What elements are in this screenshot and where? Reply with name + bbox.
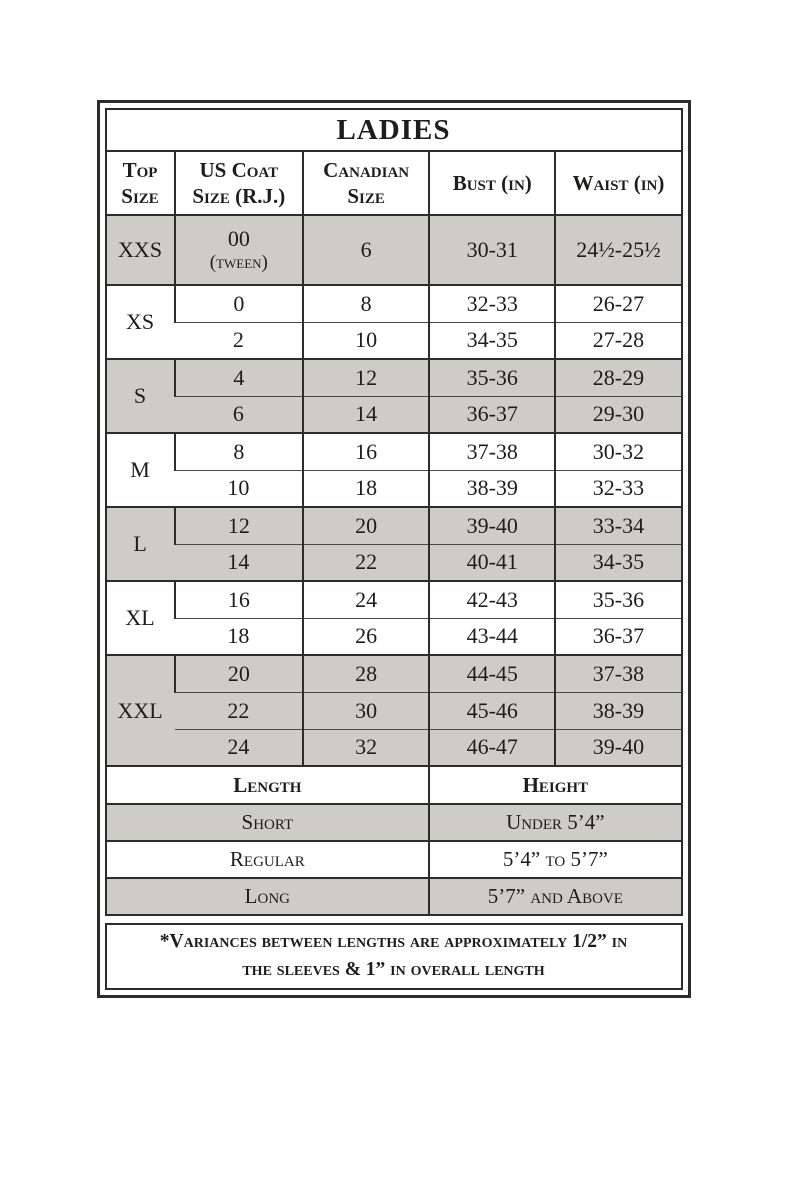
table-row (106, 581, 682, 618)
table-row (106, 804, 682, 841)
waist-cell: 29-30 (555, 396, 681, 433)
height-cell: Under 5’4” (429, 804, 681, 841)
bust-cell: 37-38 (429, 433, 555, 470)
height-cell: 5’7” and Above (429, 878, 681, 915)
variance-footnote (105, 923, 683, 990)
table-row (106, 655, 682, 692)
us-coat-size-cell: 8 (175, 433, 303, 470)
size-label: XL (106, 581, 175, 655)
table-row (106, 729, 682, 766)
column-header-canadian-size: Canadian Size (303, 151, 429, 215)
bust-cell: 40-41 (429, 544, 555, 581)
bust-cell: 46-47 (429, 729, 555, 766)
length-header: Length (106, 766, 430, 804)
bust-cell: 30-31 (429, 215, 555, 285)
waist-cell: 32-33 (555, 470, 681, 507)
title-row (106, 109, 682, 151)
us-coat-size-cell: 14 (175, 544, 303, 581)
bust-cell: 38-39 (429, 470, 555, 507)
table-row (106, 841, 682, 878)
height-header: Height (429, 766, 681, 804)
table-row (106, 544, 682, 581)
column-header-row (106, 151, 682, 215)
waist-cell: 30-32 (555, 433, 681, 470)
size-group-xxl (106, 655, 682, 766)
length-height-section (106, 766, 682, 915)
table-row (106, 618, 682, 655)
length-cell: Short (106, 804, 430, 841)
waist-cell: 28-29 (555, 359, 681, 396)
canadian-size-cell: 16 (303, 433, 429, 470)
waist-cell: 37-38 (555, 655, 681, 692)
waist-cell: 39-40 (555, 729, 681, 766)
canadian-size-cell: 12 (303, 359, 429, 396)
waist-cell: 34-35 (555, 544, 681, 581)
waist-cell: 35-36 (555, 581, 681, 618)
length-cell: Long (106, 878, 430, 915)
table-row (106, 433, 682, 470)
size-group-xs (106, 285, 682, 359)
us-coat-size-cell (175, 215, 303, 285)
us-size-value: 00 (227, 226, 250, 252)
canadian-size-cell: 18 (303, 470, 429, 507)
ladies-size-table (105, 108, 683, 916)
size-group-m (106, 433, 682, 507)
size-label: XXS (106, 215, 175, 285)
size-group-l (106, 507, 682, 581)
size-label: M (106, 433, 175, 507)
height-cell: 5’4” to 5’7” (429, 841, 681, 878)
us-coat-size-cell: 6 (175, 396, 303, 433)
table-row (106, 285, 682, 322)
bust-cell: 35-36 (429, 359, 555, 396)
us-coat-size-cell: 20 (175, 655, 303, 692)
length-height-header-row (106, 766, 682, 804)
us-coat-size-cell: 10 (175, 470, 303, 507)
column-header-top-size: Top Size (121, 157, 159, 208)
table-row (106, 692, 682, 729)
us-coat-size-cell: 22 (175, 692, 303, 729)
table-row (106, 215, 682, 285)
table-row (106, 507, 682, 544)
canadian-size-cell: 6 (303, 215, 429, 285)
us-coat-size-cell: 16 (175, 581, 303, 618)
bust-cell: 34-35 (429, 322, 555, 359)
canadian-size-cell: 24 (303, 581, 429, 618)
size-label: XS (106, 285, 175, 359)
table-row (106, 878, 682, 915)
size-group-xxs (106, 215, 682, 285)
page-title: LADIES (106, 109, 682, 151)
size-label: S (106, 359, 175, 433)
column-header-bust: Bust (in) (429, 151, 555, 215)
waist-cell: 33-34 (555, 507, 681, 544)
waist-cell: 36-37 (555, 618, 681, 655)
table-row (106, 470, 682, 507)
table-row (106, 359, 682, 396)
size-label: XXL (106, 655, 175, 766)
bust-cell: 42-43 (429, 581, 555, 618)
bust-cell: 43-44 (429, 618, 555, 655)
footnote-line1: *Variances between lengths are approximately 1/2” in (159, 931, 628, 952)
column-header-waist: Waist (in) (555, 151, 681, 215)
us-coat-size-cell: 12 (175, 507, 303, 544)
canadian-size-cell: 22 (303, 544, 429, 581)
canadian-size-cell: 26 (303, 618, 429, 655)
waist-cell: 27-28 (555, 322, 681, 359)
waist-cell: 38-39 (555, 692, 681, 729)
size-chart-frame (97, 100, 691, 998)
length-cell: Regular (106, 841, 430, 878)
us-coat-size-cell: 0 (175, 285, 303, 322)
bust-cell: 36-37 (429, 396, 555, 433)
us-size-note: (tween) (209, 251, 268, 273)
bust-cell: 32-33 (429, 285, 555, 322)
canadian-size-cell: 30 (303, 692, 429, 729)
waist-cell: 26-27 (555, 285, 681, 322)
canadian-size-cell: 14 (303, 396, 429, 433)
canadian-size-cell: 32 (303, 729, 429, 766)
canadian-size-cell: 20 (303, 507, 429, 544)
bust-cell: 44-45 (429, 655, 555, 692)
table-row (106, 396, 682, 433)
us-coat-size-cell: 24 (175, 729, 303, 766)
us-coat-size-cell: 2 (175, 322, 303, 359)
column-header-us-coat-size: US Coat Size (R.J.) (175, 151, 303, 215)
waist-cell: 24½-25½ (555, 215, 681, 285)
table-row (106, 322, 682, 359)
us-coat-size-cell: 4 (175, 359, 303, 396)
size-label: L (106, 507, 175, 581)
bust-cell: 45-46 (429, 692, 555, 729)
size-group-s (106, 359, 682, 433)
bust-cell: 39-40 (429, 507, 555, 544)
us-coat-size-cell: 18 (175, 618, 303, 655)
canadian-size-cell: 10 (303, 322, 429, 359)
canadian-size-cell: 28 (303, 655, 429, 692)
size-group-xl (106, 581, 682, 655)
canadian-size-cell: 8 (303, 285, 429, 322)
footnote-line2: the sleeves & 1” in overall length (242, 958, 545, 980)
